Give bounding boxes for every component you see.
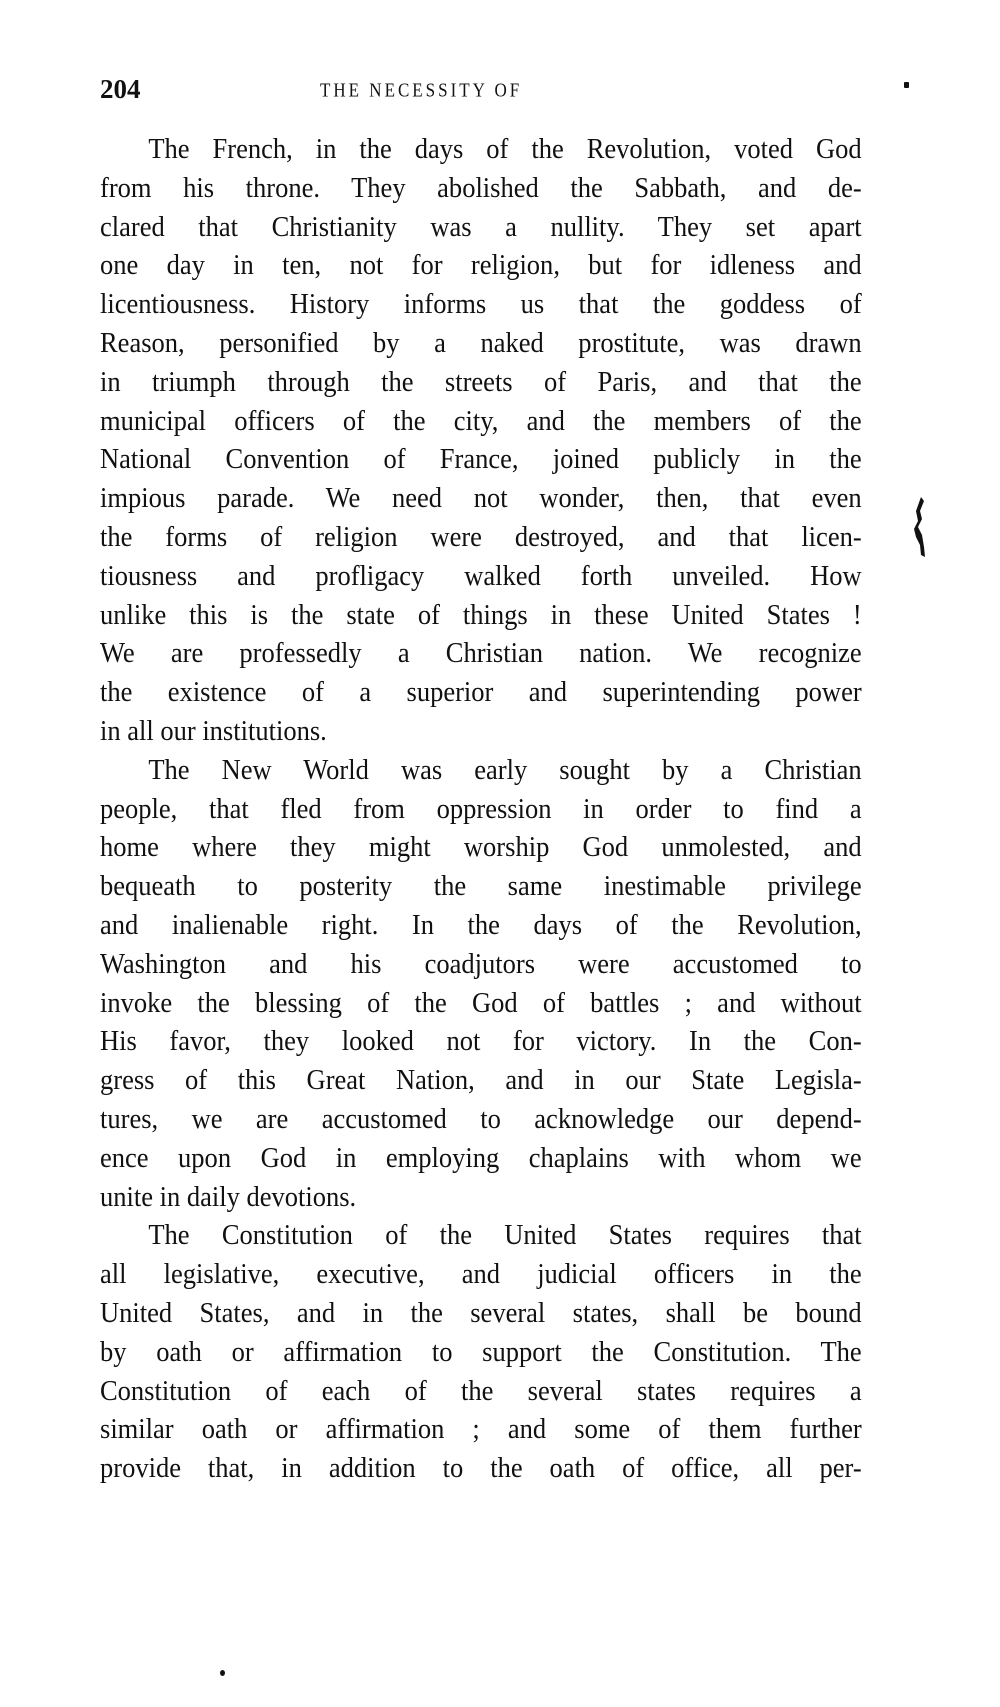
text-line: bequeath to posterity the same inestimable privilege — [100, 871, 862, 903]
text-line: from his throne. They abolished the Sabbath, and de- — [100, 172, 862, 204]
text-line: and inalienable right. In the days of the Revolution, — [100, 909, 862, 941]
text-line: Constitution of each of the several states requires a — [100, 1375, 862, 1407]
text-line: in triumph through the streets of Paris, and that the — [100, 366, 862, 398]
text-line: National Convention of France, joined publicly in the — [100, 444, 862, 476]
text-line: people, that fled from oppression in order to find a — [100, 793, 862, 825]
text-line: similar oath or affirmation ; and some of them further — [100, 1414, 862, 1446]
text-line: clared that Christianity was a nullity. They set apart — [100, 211, 862, 243]
page-edge-mark — [912, 497, 926, 557]
text-line: the existence of a superior and superintending power — [100, 677, 862, 709]
body-text — [100, 131, 862, 1489]
text-line: The French, in the days of the Revolution, voted God — [148, 134, 862, 165]
text-line: invoke the blessing of the God of battles ; and without — [100, 987, 862, 1019]
text-line: The New World was early sought by a Christian — [148, 754, 862, 786]
ink-speck — [220, 1670, 225, 1676]
text-line: home where they might worship God unmolested, and — [100, 832, 862, 864]
text-line: tures, we are accustomed to acknowledge our depend- — [100, 1103, 862, 1135]
text-line: unite in daily devotions. — [100, 1181, 357, 1213]
text-line: Washington and his coadjutors were accustomed to — [100, 948, 862, 980]
running-head — [0, 74, 1000, 104]
text-line: United States, and in the several states, shall be bound — [100, 1297, 862, 1329]
text-line: gress of this Great Nation, and in our State Legisla- — [100, 1065, 862, 1097]
text-line: unlike this is the state of things in these United States ! — [100, 599, 862, 631]
text-line: ence upon God in employing chaplains with whom we — [100, 1142, 862, 1174]
text-line: tiousness and profligacy walked forth unveiled. How — [100, 560, 862, 592]
text-line: all legislative, executive, and judicial officers in the — [100, 1259, 862, 1291]
page-number: 204 — [100, 74, 141, 104]
text-line: one day in ten, not for religion, but for idleness and — [100, 250, 862, 282]
text-line: municipal officers of the city, and the members of the — [100, 405, 862, 437]
text-line: by oath or affirmation to support the Constitution. The — [100, 1336, 862, 1368]
text-line: the forms of religion were destroyed, and that licen- — [100, 521, 862, 553]
text-line: in all our institutions. — [100, 715, 327, 747]
text-line: impious parade. We need not wonder, then, that even — [100, 483, 862, 515]
text-line: licentiousness. History informs us that the goddess of — [100, 289, 862, 321]
text-line: We are professedly a Christian nation. We recognize — [100, 638, 862, 670]
text-line: Reason, personified by a naked prostitute, was drawn — [100, 327, 862, 359]
text-line: The Constitution of the United States requires that — [148, 1220, 862, 1252]
running-title: THE NECESSITY OF — [320, 79, 523, 102]
text-line: His favor, they looked not for victory. In the Con- — [100, 1026, 862, 1058]
text-line: provide that, in addition to the oath of office, all per- — [100, 1453, 862, 1485]
ink-speck — [904, 82, 909, 88]
